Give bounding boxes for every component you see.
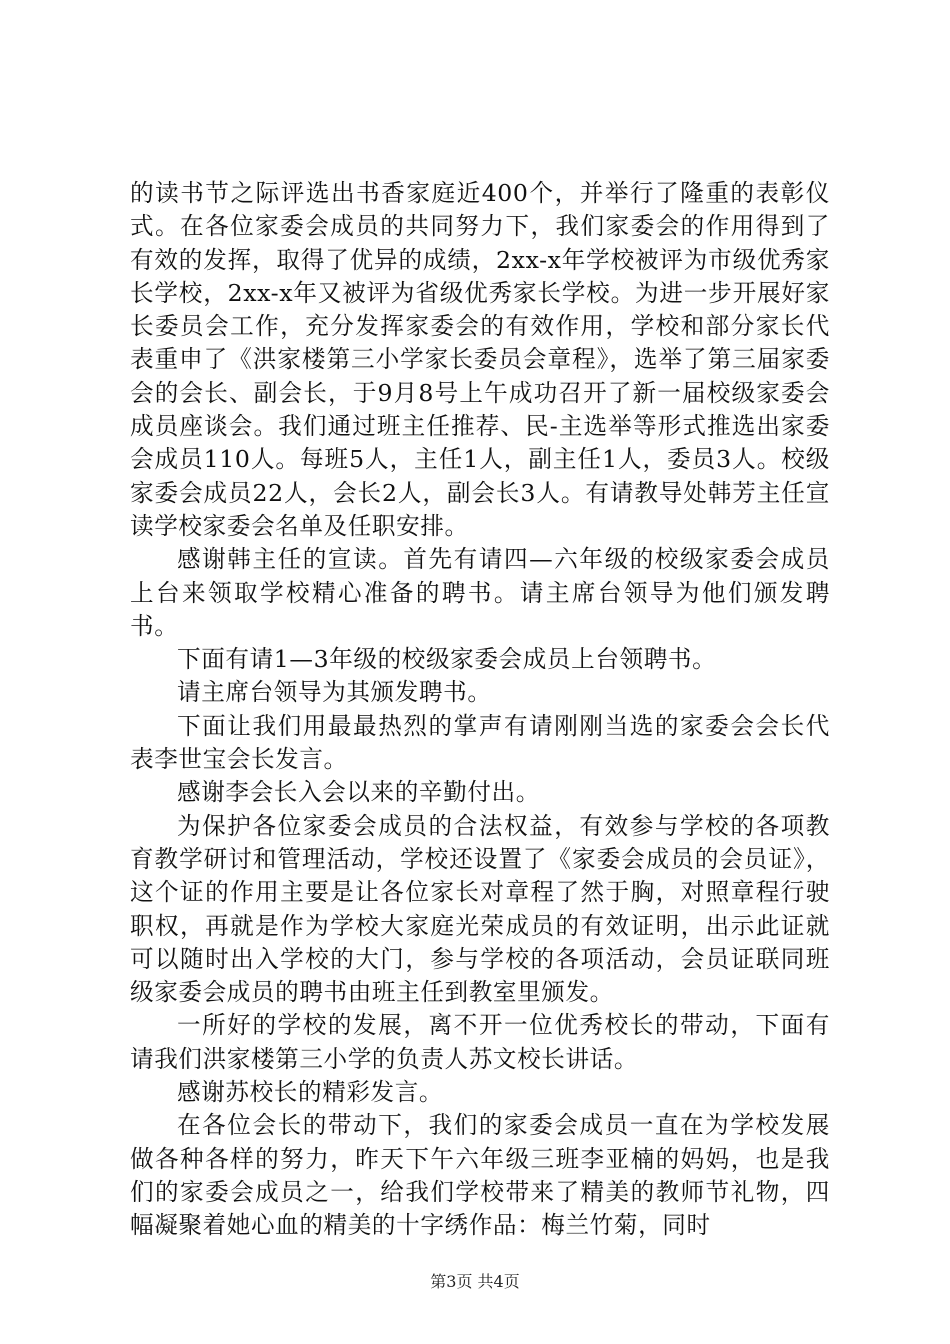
- paragraph-9: 感谢苏校长的精彩发言。: [177, 1078, 444, 1107]
- paragraph-2: 感谢韩主任的宣读。首先有请四—六年级的校级家委会成员上台来领取学校精心准备的聘书。请主席台领导为他们颁发聘书。: [130, 545, 830, 640]
- paragraph-3: 下面有请1—3年级的校级家委会成员上台领聘书。: [177, 645, 717, 674]
- page-number-footer: 第3页 共4页: [430, 1272, 520, 1291]
- paragraph-8: 一所好的学校的发展，离不开一位优秀校长的带动，下面有请我们洪家楼第三小学的负责人苏文校长讲话。: [130, 1011, 830, 1073]
- paragraph-4: 请主席台领导为其颁发聘书。: [177, 678, 492, 707]
- paragraph-1: 的读书节之际评选出书香家庭近400个，并举行了隆重的表彰仪式。在各位家委会成员的共同努力下，我们家委会的作用得到了有效的发挥，取得了优异的成绩，2xx-x年学校被评为市级优秀家长学校，2xx-x年又被评为省级优秀家长学校。为进一步开展好家长委员会工作，充分发挥家委会的有效作用，学校和部分家长代表重申了《洪家楼第三小学家长委员会章程》，选举了第三届家委会的会长、副会长，于9月8号上午成功召开了新一届校级家委会成员座谈会。我们通过班主任推荐、民-主选举等形式推选出家委会成员110人。每班5人，主任1人，副主任1人，委员3人。校级家委会成员22人，会长2人，副会长3人。有请教导处韩芳主任宣读学校家委会名单及任职安排。: [130, 179, 830, 540]
- document-body: [130, 177, 830, 1243]
- paragraph-7: 为保护各位家委会成员的合法权益，有效参与学校的各项教育教学研讨和管理活动，学校还设置了《家委会成员的会员证》，这个证的作用主要是让各位家长对章程了然于胸，对照章程行驶职权，再就是作为学校大家庭光荣成员的有效证明，出示此证就可以随时出入学校的大门，参与学校的各项活动，会员证联同班级家委会成员的聘书由班主任到教室里颁发。: [130, 811, 830, 1007]
- paragraph-5: 下面让我们用最最热烈的掌声有请刚刚当选的家委会会长代表李世宝会长发言。: [130, 711, 830, 774]
- paragraph-10: 在各位会长的带动下，我们的家委会成员一直在为学校发展做各种各样的努力，昨天下午六年级三班李亚楠的妈妈，也是我们的家委会成员之一，给我们学校带来了精美的教师节礼物，四幅凝聚着她心血的精美的十字绣作品：梅兰竹菊，同时: [130, 1111, 830, 1240]
- paragraph-6: 感谢李会长入会以来的辛勤付出。: [177, 778, 540, 807]
